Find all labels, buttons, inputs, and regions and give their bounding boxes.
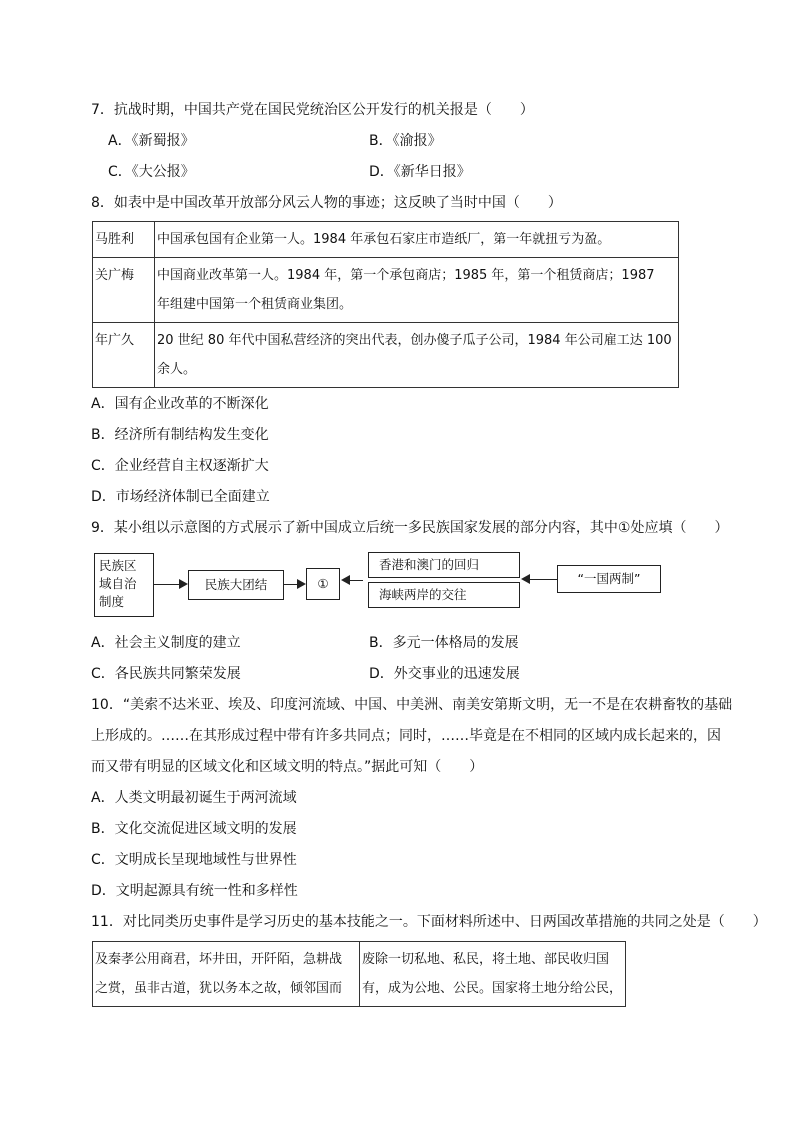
table-cell-desc: 20 世纪 80 年代中国私营经济的突出代表，创办傻子瓜子公司，1984 年公司雇工达 100 余人。 <box>155 323 679 388</box>
q8-table <box>92 221 679 388</box>
table-cell-name: 关广梅 <box>93 258 155 323</box>
q10-stem-line2: 上形成的。……在其形成过程中带有许多共同点；同时，……毕竟是在不相同的区域内成长起来的，因 <box>91 728 721 744</box>
arrow <box>284 584 298 585</box>
q10-option-c: C．文明成长呈现地域性与世界性 <box>91 852 297 868</box>
q10-stem-line3: 而又带有明显的区域文化和区域文明的特点。”据此可知（ ） <box>91 759 484 775</box>
q9-stem: 9．某小组以示意图的方式展示了新中国成立后统一多民族国家发展的部分内容，其中①处应填（ ） <box>91 520 729 536</box>
arrow <box>154 584 180 585</box>
diagram-box-exchange: 海峡两岸的交往 <box>368 582 520 608</box>
diagram-box-policy: “一国两制” <box>557 565 661 593</box>
table-cell-desc: 中国承包国有企业第一人。1984 年承包石家庄市造纸厂，第一年就扭亏为盈。 <box>155 222 679 258</box>
q7-option-b: B．《渝报》 <box>369 133 442 149</box>
table-cell-japan: 废除一切私地、私民，将土地、部民收归国 有，成为公地、公民。国家将土地分给公民， <box>360 942 626 1007</box>
q9-option-d: D．外交事业的迅速发展 <box>369 666 520 682</box>
table-row <box>93 323 679 388</box>
q9-option-a: A．社会主义制度的建立 <box>91 635 241 651</box>
q10-option-a: A．人类文明最初诞生于两河流域 <box>91 790 297 806</box>
table-row <box>93 222 679 258</box>
q11-table <box>92 941 626 1007</box>
q9-option-b: B．多元一体格局的发展 <box>369 635 519 651</box>
q8-stem: 8．如表中是中国改革开放部分风云人物的事迹；这反映了当时中国（ ） <box>91 195 562 211</box>
arrowhead <box>179 579 188 589</box>
arrow <box>529 579 557 580</box>
table-cell-name: 马胜利 <box>93 222 155 258</box>
diagram-box-return: 香港和澳门的回归 <box>368 552 520 578</box>
q10-option-b: B．文化交流促进区域文明的发展 <box>91 821 297 837</box>
diagram-box-autonomy: 民族区 域自治 制度 <box>94 553 154 617</box>
q8-option-b: B．经济所有制结构发生变化 <box>91 427 269 443</box>
diagram-box-blank: ① <box>306 568 340 600</box>
diagram-box-unity: 民族大团结 <box>188 570 284 600</box>
table-row <box>93 942 626 1007</box>
q7-option-c: C．《大公报》 <box>108 164 195 180</box>
table-cell-desc: 中国商业改革第一人。1984 年，第一个承包商店；1985 年，第一个租赁商店；1987 年组建中国第一个租赁商业集团。 <box>155 258 679 323</box>
q7-stem: 7．抗战时期，中国共产党在国民党统治区公开发行的机关报是（ ） <box>91 102 534 118</box>
table-cell-name: 年广久 <box>93 323 155 388</box>
table-row <box>93 258 679 323</box>
arrow <box>349 580 363 581</box>
q8-option-d: D．市场经济体制已全面建立 <box>91 489 270 505</box>
q11-stem: 11．对比同类历史事件是学习历史的基本技能之一。下面材料所述中、日两国改革措施的共同之处是（ ） <box>91 914 767 930</box>
q10-option-d: D．文明起源具有统一性和多样性 <box>91 883 298 899</box>
q9-diagram <box>90 553 670 617</box>
q8-option-c: C．企业经营自主权逐渐扩大 <box>91 458 269 474</box>
q8-option-a: A．国有企业改革的不断深化 <box>91 396 269 412</box>
q7-option-d: D．《新华日报》 <box>369 164 471 180</box>
q7-option-a: A．《新蜀报》 <box>108 133 195 149</box>
arrowhead <box>297 579 306 589</box>
table-cell-china: 及秦孝公用商君，坏井田，开阡陌，急耕战 之赏，虽非古道，犹以务本之故，倾邻国而 <box>93 942 360 1007</box>
q10-stem-line1: 10．“美索不达米亚、埃及、印度河流域、中国、中美洲、南美安第斯文明，无一不是在农耕畜牧的基础 <box>91 697 733 713</box>
q9-option-c: C．各民族共同繁荣发展 <box>91 666 241 682</box>
